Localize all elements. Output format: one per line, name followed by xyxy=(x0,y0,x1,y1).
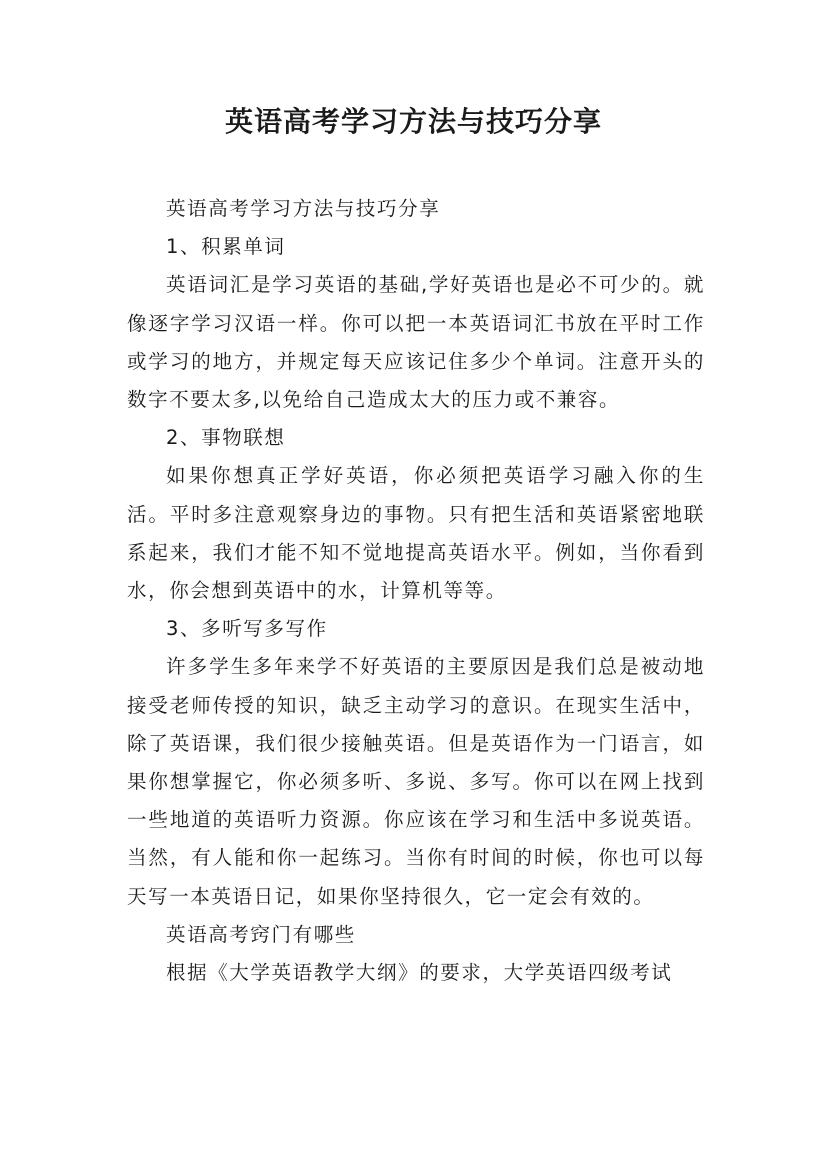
paragraph-listening-writing: 许多学生多年来学不好英语的主要原因是我们总是被动地接受老师传授的知识，缺乏主动学习的意识。在现实生活中，除了英语课，我们很少接触英语。但是英语作为一门语言，如果你想掌握它，你必须多听、多说、多写。你可以在网上找到一些地道的英语听力资源。你应该在学习和生活中多说英语。当然，有人能和你一起练习。当你有时间的时候，你也可以每天写一本英语日记，如果你坚持很久，它一定会有效的。 xyxy=(127,655,705,908)
section-heading-vocabulary: 1、积累单词 xyxy=(166,235,286,259)
paragraph-tips: 根据《大学英语教学大纲》的要求，大学英语四级考试 xyxy=(166,961,673,985)
intro-heading: 英语高考学习方法与技巧分享 xyxy=(166,197,441,220)
section-heading-listening-writing: 3、多听写多写作 xyxy=(166,617,328,641)
document-title: 英语高考学习方法与技巧分享 xyxy=(224,105,602,138)
paragraph-association: 如果你想真正学好英语，你必须把英语学习融入你的生活。平时多注意观察身边的事物。只有把生活和英语紧密地联系起来，我们才能不知不觉地提高英语水平。例如，当你看到水，你会想到英语中的水，计算机等等。 xyxy=(127,464,705,603)
paragraph-vocabulary: 英语词汇是学习英语的基础,学好英语也是必不可少的。就像逐字学习汉语一样。你可以把一本英语词汇书放在平时工作或学习的地方，并规定每天应该记住多少个单词。注意开头的数字不要太多,以免给自己造成太大的压力或不兼容。 xyxy=(127,273,705,412)
section-heading-tips: 英语高考窍门有哪些 xyxy=(166,922,356,946)
section-heading-association: 2、事物联想 xyxy=(166,426,286,450)
document-body xyxy=(127,190,705,992)
